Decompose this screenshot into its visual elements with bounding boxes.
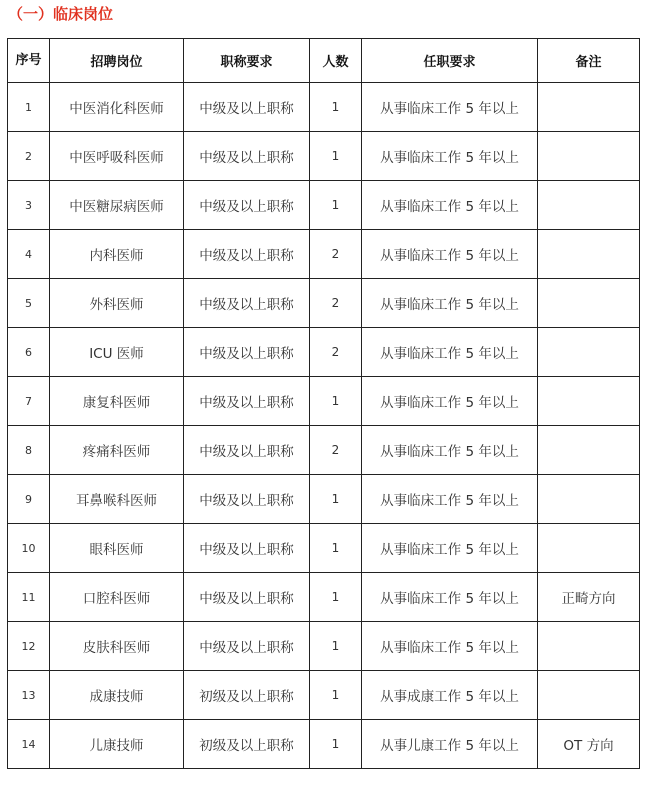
post-cell: 中医呼吸科医师	[50, 132, 184, 181]
post-cell: 成康技师	[50, 671, 184, 720]
table-row	[8, 720, 640, 769]
headcount-cell: 1	[310, 83, 362, 132]
title-requirement-cell: 中级及以上职称	[184, 132, 310, 181]
post-cell: 眼科医师	[50, 524, 184, 573]
table-row	[8, 426, 640, 475]
remark-cell	[538, 622, 640, 671]
header-title-requirement: 职称要求	[184, 39, 310, 83]
serial-number-cell: 12	[8, 622, 50, 671]
job-requirement-cell: 从事临床工作 5 年以上	[362, 524, 538, 573]
headcount-cell: 1	[310, 720, 362, 769]
remark-cell: OT 方向	[538, 720, 640, 769]
header-remark: 备注	[538, 39, 640, 83]
table-row	[8, 279, 640, 328]
job-requirement-cell: 从事临床工作 5 年以上	[362, 475, 538, 524]
title-requirement-cell: 中级及以上职称	[184, 622, 310, 671]
title-requirement-cell: 中级及以上职称	[184, 475, 310, 524]
remark-cell	[538, 377, 640, 426]
table-row	[8, 132, 640, 181]
serial-number-cell: 8	[8, 426, 50, 475]
title-requirement-cell: 中级及以上职称	[184, 426, 310, 475]
remark-cell	[538, 279, 640, 328]
title-requirement-cell: 中级及以上职称	[184, 230, 310, 279]
serial-number-cell: 13	[8, 671, 50, 720]
job-requirement-cell: 从事儿康工作 5 年以上	[362, 720, 538, 769]
post-cell: 外科医师	[50, 279, 184, 328]
headcount-cell: 1	[310, 524, 362, 573]
table-row	[8, 475, 640, 524]
header-post: 招聘岗位	[50, 39, 184, 83]
serial-number-cell: 9	[8, 475, 50, 524]
table-row	[8, 230, 640, 279]
remark-cell	[538, 426, 640, 475]
serial-number-cell: 3	[8, 181, 50, 230]
headcount-cell: 2	[310, 230, 362, 279]
post-cell: 康复科医师	[50, 377, 184, 426]
job-requirement-cell: 从事临床工作 5 年以上	[362, 230, 538, 279]
headcount-cell: 1	[310, 475, 362, 524]
table-row	[8, 573, 640, 622]
remark-cell	[538, 132, 640, 181]
post-cell: 疼痛科医师	[50, 426, 184, 475]
serial-number-cell: 6	[8, 328, 50, 377]
post-cell: 内科医师	[50, 230, 184, 279]
job-requirement-cell: 从事成康工作 5 年以上	[362, 671, 538, 720]
remark-cell	[538, 181, 640, 230]
post-cell: 儿康技师	[50, 720, 184, 769]
remark-cell	[538, 671, 640, 720]
remark-cell	[538, 524, 640, 573]
title-requirement-cell: 初级及以上职称	[184, 720, 310, 769]
job-requirement-cell: 从事临床工作 5 年以上	[362, 573, 538, 622]
serial-number-cell: 14	[8, 720, 50, 769]
post-cell: 中医消化科医师	[50, 83, 184, 132]
title-requirement-cell: 初级及以上职称	[184, 671, 310, 720]
remark-cell	[538, 83, 640, 132]
table-row	[8, 83, 640, 132]
section-title: （一）临床岗位	[8, 5, 114, 23]
job-requirement-cell: 从事临床工作 5 年以上	[362, 377, 538, 426]
headcount-cell: 1	[310, 377, 362, 426]
job-requirement-cell: 从事临床工作 5 年以上	[362, 426, 538, 475]
table-row	[8, 524, 640, 573]
headcount-cell: 2	[310, 279, 362, 328]
headcount-cell: 2	[310, 328, 362, 377]
title-requirement-cell: 中级及以上职称	[184, 377, 310, 426]
serial-number-cell: 2	[8, 132, 50, 181]
job-requirement-cell: 从事临床工作 5 年以上	[362, 328, 538, 377]
table-row	[8, 328, 640, 377]
headcount-cell: 1	[310, 622, 362, 671]
recruitment-table	[7, 38, 640, 769]
table-row	[8, 181, 640, 230]
headcount-cell: 1	[310, 132, 362, 181]
title-requirement-cell: 中级及以上职称	[184, 83, 310, 132]
title-requirement-cell: 中级及以上职称	[184, 573, 310, 622]
job-requirement-cell: 从事临床工作 5 年以上	[362, 83, 538, 132]
title-requirement-cell: 中级及以上职称	[184, 328, 310, 377]
remark-cell	[538, 328, 640, 377]
serial-number-cell: 1	[8, 83, 50, 132]
header-serial-number: 序号	[8, 39, 50, 83]
title-requirement-cell: 中级及以上职称	[184, 181, 310, 230]
serial-number-cell: 11	[8, 573, 50, 622]
post-cell: 口腔科医师	[50, 573, 184, 622]
remark-cell: 正畸方向	[538, 573, 640, 622]
job-requirement-cell: 从事临床工作 5 年以上	[362, 132, 538, 181]
table-row	[8, 622, 640, 671]
table-row	[8, 377, 640, 426]
post-cell: 皮肤科医师	[50, 622, 184, 671]
headcount-cell: 1	[310, 181, 362, 230]
serial-number-cell: 4	[8, 230, 50, 279]
table-header-row	[8, 39, 640, 83]
post-cell: 耳鼻喉科医师	[50, 475, 184, 524]
post-cell: ICU 医师	[50, 328, 184, 377]
remark-cell	[538, 475, 640, 524]
serial-number-cell: 5	[8, 279, 50, 328]
header-job-requirement: 任职要求	[362, 39, 538, 83]
post-cell: 中医糖尿病医师	[50, 181, 184, 230]
job-requirement-cell: 从事临床工作 5 年以上	[362, 622, 538, 671]
headcount-cell: 1	[310, 671, 362, 720]
job-requirement-cell: 从事临床工作 5 年以上	[362, 279, 538, 328]
job-requirement-cell: 从事临床工作 5 年以上	[362, 181, 538, 230]
headcount-cell: 2	[310, 426, 362, 475]
headcount-cell: 1	[310, 573, 362, 622]
remark-cell	[538, 230, 640, 279]
header-headcount: 人数	[310, 39, 362, 83]
table-row	[8, 671, 640, 720]
serial-number-cell: 10	[8, 524, 50, 573]
title-requirement-cell: 中级及以上职称	[184, 524, 310, 573]
serial-number-cell: 7	[8, 377, 50, 426]
title-requirement-cell: 中级及以上职称	[184, 279, 310, 328]
